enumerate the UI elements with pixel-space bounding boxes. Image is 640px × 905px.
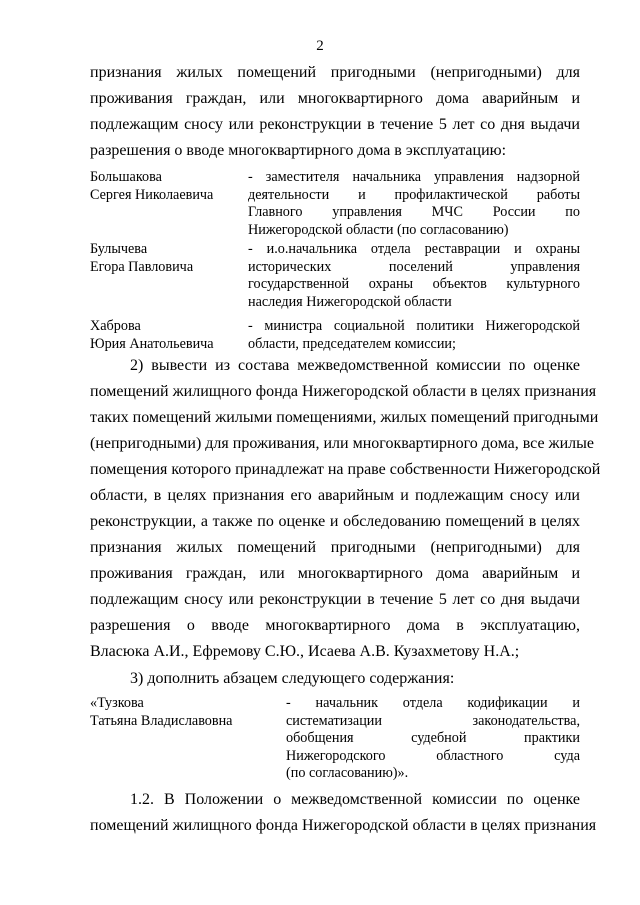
text-line: 1.2. В Положении о межведомственной комиссии по оценке [130, 791, 580, 808]
text-line: помещений жилищного фонда Нижегородской области в целях признания [90, 383, 597, 400]
item-3-paragraph [90, 666, 580, 692]
intro-paragraph [90, 60, 580, 164]
page-number: 2 [316, 38, 324, 54]
member-role: - начальник отдела кодификации и систематизации законодательства, обобщения судебной практики Нижегородского областного суда (по согласованию)». [286, 695, 580, 781]
text-line: признания жилых помещений пригодными (непригодными) для [90, 539, 580, 556]
text-line: помещения которого принадлежат на праве собственности Нижегородской [90, 461, 601, 478]
text-line: помещений жилищного фонда Нижегородской области в целях признания [90, 817, 597, 834]
text-line: признания жилых помещений пригодными (непригодными) для [90, 64, 580, 81]
member-role: - министра социальной политики Нижегородской области, председателем комиссии; [248, 318, 580, 352]
member-name: Булычева Егора Павловича [90, 241, 194, 275]
member-role: - и.о.начальника отдела реставрации и охраны исторических поселений управления государственной охраны объектов культурного наследия Нижегородской области [248, 241, 580, 310]
member-name: «Тузкова Татьяна Владиславовна [90, 695, 233, 729]
text-line: области, в целях признания его аварийным и подлежащим сносу или [90, 487, 580, 504]
member-name: Большакова Сергея Николаевича [90, 169, 214, 203]
commission-member [90, 241, 580, 313]
new-commission-member [90, 695, 580, 785]
commission-member [90, 169, 580, 241]
text-line: разрешения о вводе многоквартирного дома в эксплуатацию, [90, 617, 580, 634]
text-line: таких помещений жилыми помещениями, жилых помещений пригодными [90, 409, 599, 426]
member-name: Хаброва Юрия Анатольевича [90, 318, 214, 352]
text-line: проживания граждан, или многоквартирного дома аварийным и [90, 565, 580, 582]
item-2-paragraph [90, 353, 601, 665]
text-line: подлежащим сносу или реконструкции в течение 5 лет со дня выдачи [90, 116, 580, 133]
text-line: реконструкции, а также по оценке и обследованию помещений в целях [90, 513, 580, 530]
member-role: - заместителя начальника управления надзорной деятельности и профилактической работы Главного управления МЧС России по Нижегородской области (по согласованию) [248, 169, 580, 238]
text-line: 3) дополнить абзацем следующего содержания: [130, 670, 455, 687]
item-1-2-paragraph [90, 787, 597, 839]
text-line: разрешения о вводе многоквартирного дома в эксплуатацию: [90, 142, 507, 159]
text-line: Власюка А.И., Ефремову С.Ю., Исаева А.В. Кузахметову Н.А.; [90, 643, 520, 660]
commission-member [90, 318, 580, 354]
text-line: подлежащим сносу или реконструкции в течение 5 лет со дня выдачи [90, 591, 580, 608]
text-line: проживания граждан, или многоквартирного дома аварийным и [90, 90, 580, 107]
text-line: 2) вывести из состава межведомственной комиссии по оценке [130, 357, 580, 374]
text-line: (непригодными) для проживания, или многоквартирного дома, все жилые [90, 435, 594, 452]
